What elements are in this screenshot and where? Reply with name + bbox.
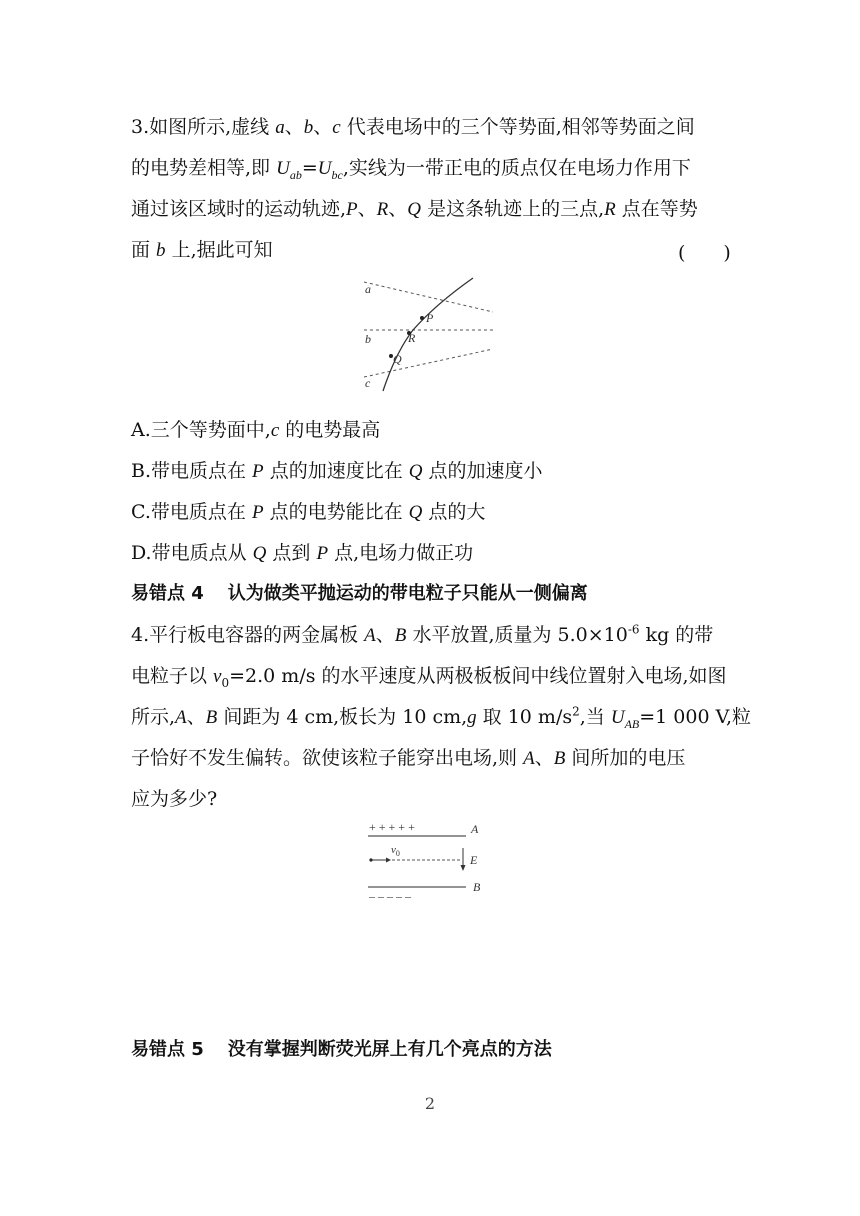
trajectory-curve <box>383 278 473 391</box>
q4-line-4: 子恰好不发生偏转。欲使该粒子能穿出电场,则 A、B 间所加的电压 <box>131 747 686 769</box>
q4-line-3: 所示,A、B 间距为 4 cm,板长为 10 cm,g 取 10 $m/s^2$,当 $U_{AB}=1$ 000 V,粒 <box>131 704 752 731</box>
q3-line-4: 面 b 上,据此可知 <box>131 239 273 261</box>
label-E: E <box>470 853 478 867</box>
plus-signs: + + + + + <box>369 820 415 834</box>
field-arrowhead <box>461 865 466 871</box>
error-point-5-heading: 易错点 5 没有掌握判断荧光屏上有几个亮点的方法 <box>131 1039 552 1060</box>
point-P <box>420 316 424 320</box>
equipotential-a <box>364 282 493 312</box>
capacitor-figure <box>362 818 492 902</box>
label-b: b <box>365 332 371 346</box>
label-a: a <box>365 282 371 296</box>
q3-line-3: 通过该区域时的运动轨迹,P、R、Q 是这条轨迹上的三点,R 点在等势 <box>131 198 698 220</box>
equipotential-figure <box>356 276 502 394</box>
q4-line-1: 4.平行板电容器的两金属板 A、B 水平放置,质量为 $5.0\times 10^{-6}$ kg 的带 <box>131 622 714 646</box>
option-c: C.带电质点在 P 点的电势能比在 Q 点的大 <box>131 501 486 523</box>
error-point-4-heading: 易错点 4 认为做类平抛运动的带电粒子只能从一侧偏离 <box>131 583 588 604</box>
label-v0: $v_0$ <box>391 844 400 858</box>
equipotential-c <box>364 349 493 377</box>
label-P: P <box>426 311 434 325</box>
option-b: B.带电质点在 P 点的加速度比在 Q 点的加速度小 <box>131 460 543 482</box>
label-R: R <box>408 331 416 345</box>
q3-line-1: 3.如图所示,虚线 a、b、c 代表电场中的三个等势面,相邻等势面之间 <box>131 116 695 138</box>
page-number: 2 <box>424 1094 436 1113</box>
label-B: B <box>473 880 481 894</box>
option-d: D.带电质点从 Q 点到 P 点,电场力做正功 <box>131 542 474 564</box>
label-c: c <box>365 376 371 390</box>
q4-line-2: 电粒子以 $v_0=2.0$ m/s 的水平速度从两极板板间中线位置射入电场,如图 <box>131 665 727 690</box>
label-Q: Q <box>393 352 402 366</box>
option-a: A.三个等势面中,c 的电势最高 <box>131 419 381 441</box>
label-A: A <box>471 822 479 836</box>
q4-line-5: 应为多少? <box>131 788 218 810</box>
velocity-arrowhead <box>386 858 391 863</box>
answer-bracket: ( ) <box>678 242 731 264</box>
minus-signs: – – – – – <box>369 889 411 902</box>
q3-line-2: 的电势差相等,即 $U_{ab}=U_{bc}$,实线为一带正电的质点仅在电场力作用下 <box>131 157 691 182</box>
